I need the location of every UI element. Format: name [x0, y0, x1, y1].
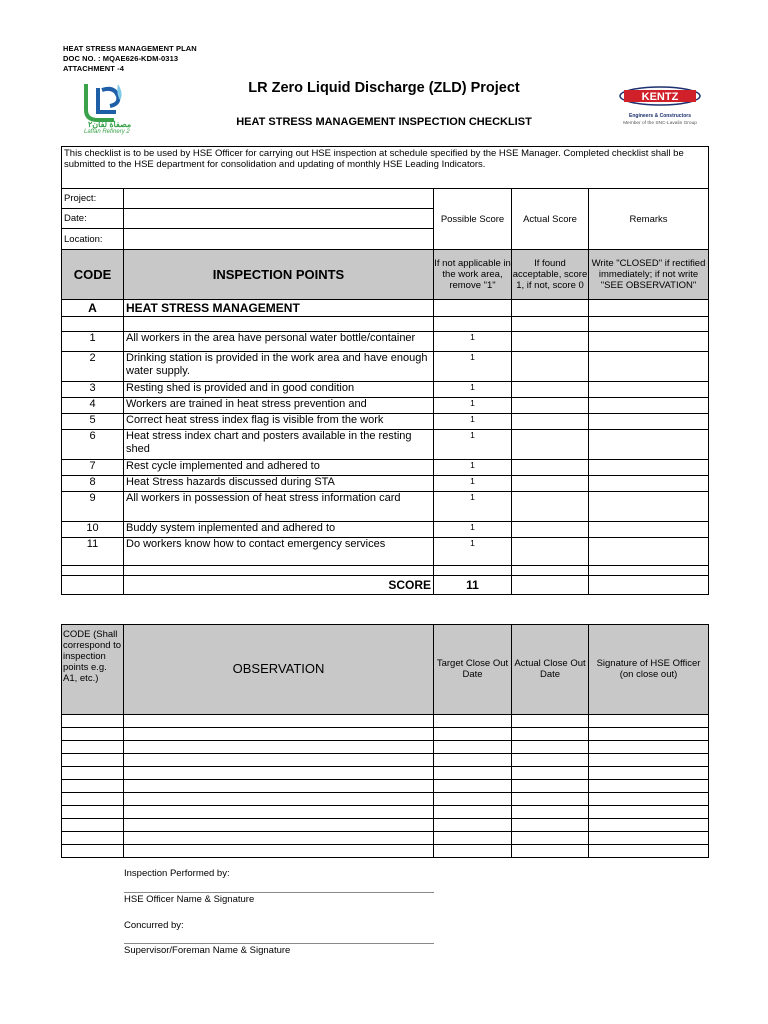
possible-score[interactable]: 1	[434, 430, 512, 460]
possible-score[interactable]: 1	[434, 414, 512, 430]
item-text: Do workers know how to contact emergency services	[124, 538, 434, 566]
possible-score[interactable]: 1	[434, 492, 512, 522]
possible-score[interactable]: 1	[434, 382, 512, 398]
date-label: Date:	[62, 209, 124, 229]
actual-score-cell[interactable]	[512, 492, 589, 522]
item-text: Heat stress index chart and posters available in the resting shed	[124, 430, 434, 460]
possible-score[interactable]: 1	[434, 352, 512, 382]
attachment-number: ATTACHMENT -4	[63, 64, 125, 73]
item-text: Heat Stress hazards discussed during STA	[124, 476, 434, 492]
table-row[interactable]	[62, 767, 709, 780]
project-field[interactable]	[124, 189, 434, 209]
item-code: 6	[62, 430, 124, 460]
location-field[interactable]	[124, 229, 434, 250]
remarks-cell[interactable]	[589, 352, 709, 382]
table-row	[62, 460, 709, 476]
possible-score[interactable]: 1	[434, 332, 512, 352]
concurred-by-label: Concurred by:	[124, 920, 184, 931]
project-label: Project:	[62, 189, 124, 209]
table-row[interactable]	[62, 754, 709, 767]
table-row[interactable]	[62, 728, 709, 741]
kentz-name: KENTZ	[641, 91, 679, 103]
date-field[interactable]	[124, 209, 434, 229]
remarks-cell[interactable]	[589, 430, 709, 460]
remarks-cell[interactable]	[589, 492, 709, 522]
item-code: 11	[62, 538, 124, 566]
item-code: 7	[62, 460, 124, 476]
actual-score-cell[interactable]	[512, 430, 589, 460]
section-title: HEAT STRESS MANAGEMENT	[124, 300, 434, 317]
section-code: A	[62, 300, 124, 317]
possible-score-header: Possible Score	[434, 189, 512, 250]
item-code: 4	[62, 398, 124, 414]
possible-score[interactable]: 1	[434, 538, 512, 566]
table-row	[62, 398, 709, 414]
possible-score[interactable]: 1	[434, 460, 512, 476]
actual-score-cell[interactable]	[512, 352, 589, 382]
possible-score-note: If not applicable in the work area, remove "1"	[434, 250, 512, 300]
kentz-logo	[614, 86, 706, 136]
table-row	[62, 538, 709, 566]
item-text: Buddy system inplemented and adhered to	[124, 522, 434, 538]
supervisor-signature-line[interactable]	[124, 943, 434, 944]
table-row	[62, 332, 709, 352]
table-row[interactable]	[62, 819, 709, 832]
actual-score-cell[interactable]	[512, 522, 589, 538]
inspection-checklist-table	[61, 146, 709, 595]
possible-score[interactable]: 1	[434, 522, 512, 538]
actual-close-date-header: Actual Close Out Date	[512, 625, 589, 715]
item-code: 3	[62, 382, 124, 398]
table-row[interactable]	[62, 780, 709, 793]
item-code: 10	[62, 522, 124, 538]
actual-score-cell[interactable]	[512, 382, 589, 398]
remarks-cell[interactable]	[589, 382, 709, 398]
table-row	[62, 522, 709, 538]
item-code: 5	[62, 414, 124, 430]
kentz-logo-icon	[614, 86, 706, 114]
item-text: Correct heat stress index flag is visible from the work	[124, 414, 434, 430]
remarks-cell[interactable]	[589, 476, 709, 492]
table-row[interactable]	[62, 832, 709, 845]
table-row	[62, 414, 709, 430]
remarks-header: Remarks	[589, 189, 709, 250]
possible-score[interactable]: 1	[434, 476, 512, 492]
remarks-cell[interactable]	[589, 414, 709, 430]
table-row	[62, 352, 709, 382]
table-row[interactable]	[62, 845, 709, 858]
target-close-date-header: Target Close Out Date	[434, 625, 512, 715]
actual-score-cell[interactable]	[512, 332, 589, 352]
item-code: 1	[62, 332, 124, 352]
actual-score-cell[interactable]	[512, 460, 589, 476]
item-code: 2	[62, 352, 124, 382]
remarks-cell[interactable]	[589, 538, 709, 566]
kentz-tagline: Engineers & Constructors	[629, 113, 691, 119]
checklist-instructions: This checklist is to be used by HSE Officer for carrying out HSE inspection at schedule specified by the HSE Manager. Completed checklist shall be submitted to the HSE department for consolidation and updating of monthly HSE Leading Indicators.	[62, 147, 709, 189]
table-row[interactable]	[62, 741, 709, 754]
table-row	[62, 430, 709, 460]
observation-header: OBSERVATION	[124, 625, 434, 715]
remarks-cell[interactable]	[589, 460, 709, 476]
item-text: Rest cycle implemented and adhered to	[124, 460, 434, 476]
actual-score-header: Actual Score	[512, 189, 589, 250]
checklist-title: HEAT STRESS MANAGEMENT INSPECTION CHECKLIST	[236, 116, 532, 128]
remarks-cell[interactable]	[589, 332, 709, 352]
table-row	[62, 382, 709, 398]
doc-number: DOC NO. : MQAE626-KDM-0313	[63, 54, 179, 63]
inspection-points-header: INSPECTION POINTS	[124, 250, 434, 300]
item-text: All workers in the area have personal water bottle/container	[124, 332, 434, 352]
actual-score-cell[interactable]	[512, 476, 589, 492]
inspection-performed-label: Inspection Performed by:	[124, 868, 230, 879]
possible-score[interactable]: 1	[434, 398, 512, 414]
signature-header: Signature of HSE Officer (on close out)	[589, 625, 709, 715]
logo-arabic-text: مصفاة لفان٢	[88, 120, 132, 129]
table-row	[62, 492, 709, 522]
officer-signature-label: HSE Officer Name & Signature	[124, 894, 255, 905]
code-header: CODE	[62, 250, 124, 300]
kentz-member-text: Member of the SNC-Lavalin Group	[623, 121, 697, 126]
item-text: All workers in possession of heat stress information card	[124, 492, 434, 522]
actual-score-cell[interactable]	[512, 398, 589, 414]
location-label: Location:	[62, 229, 124, 250]
item-text: Drinking station is provided in the work area and have enough water supply.	[124, 352, 434, 382]
table-row[interactable]	[62, 806, 709, 819]
item-code: 8	[62, 476, 124, 492]
supervisor-signature-label: Supervisor/Foreman Name & Signature	[124, 945, 291, 956]
score-total: 11	[434, 576, 512, 595]
actual-score-cell[interactable]	[512, 538, 589, 566]
remarks-cell[interactable]	[589, 398, 709, 414]
item-code: 9	[62, 492, 124, 522]
item-text: Resting shed is provided and in good condition	[124, 382, 434, 398]
actual-score-total-cell[interactable]	[512, 576, 589, 595]
logo-latin-text: Laffan Refinery 2	[84, 129, 130, 135]
observation-code-header: CODE (Shall correspond to inspection points e.g. A1, etc.)	[62, 625, 124, 715]
observation-table	[61, 624, 709, 858]
table-row[interactable]	[62, 715, 709, 728]
actual-score-cell[interactable]	[512, 414, 589, 430]
item-text: Workers are trained in heat stress prevention and	[124, 398, 434, 414]
table-row[interactable]	[62, 793, 709, 806]
officer-signature-line[interactable]	[124, 892, 434, 893]
plan-name: HEAT STRESS MANAGEMENT PLAN	[63, 44, 197, 53]
remarks-note: Write "CLOSED" if rectified immediately; if not write "SEE OBSERVATION"	[589, 250, 709, 300]
table-row	[62, 476, 709, 492]
project-title: LR Zero Liquid Discharge (ZLD) Project	[248, 80, 520, 96]
actual-score-note: If found acceptable, score 1, if not, score 0	[512, 250, 589, 300]
document-meta	[63, 44, 197, 74]
score-label: SCORE	[124, 576, 434, 595]
remarks-cell[interactable]	[589, 522, 709, 538]
